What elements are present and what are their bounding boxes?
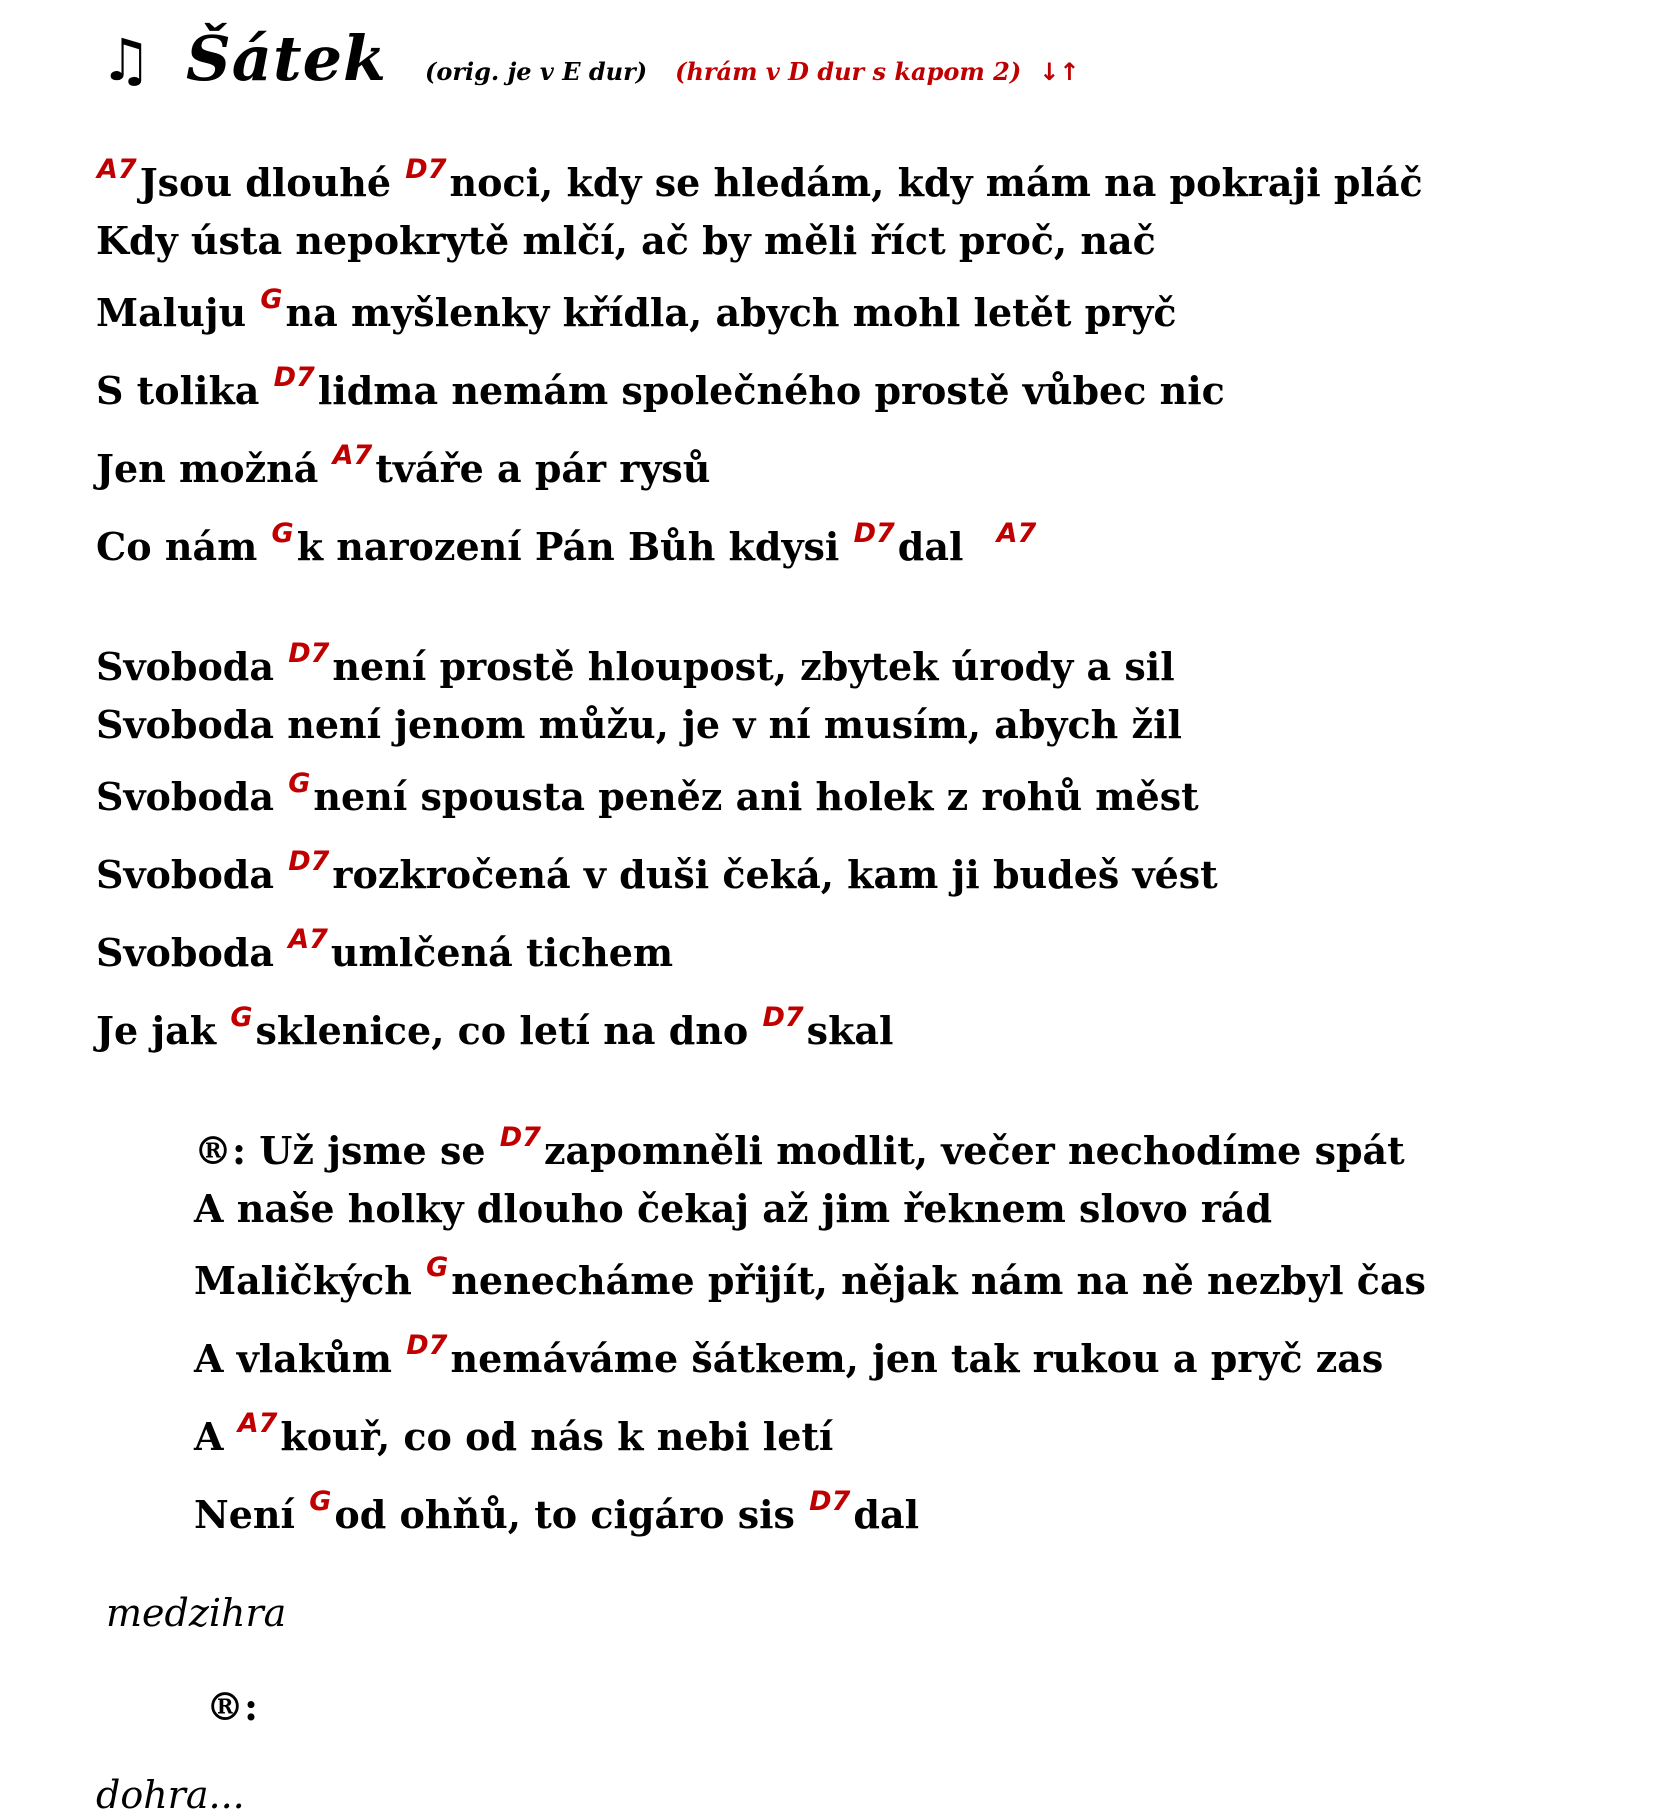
lyric-text: na myšlenky křídla, abych mohl letět pryč: [285, 290, 1177, 335]
lyric-text: není prostě hloupost, zbytek úrody a sil: [332, 644, 1175, 689]
lyric-text: Co nám: [96, 524, 271, 569]
song-header: [100, 22, 1079, 95]
lyric-text: Svoboda: [96, 852, 288, 897]
lyric-text: Maličkých: [194, 1258, 426, 1303]
lyric-text: ®: Už jsme se: [194, 1128, 499, 1173]
chorus-line3: [194, 1252, 1426, 1303]
verse2-line3: [96, 768, 1199, 819]
lyric-text: kouř, co od nás k nebi letí: [280, 1414, 834, 1459]
chorus-line5: [194, 1408, 834, 1459]
chord: A7: [288, 924, 328, 955]
verse1-line3: [96, 284, 1177, 335]
lyric-text: S tolika: [96, 368, 273, 413]
lyric-text: umlčená tichem: [330, 930, 674, 975]
lyric-text: A vlakům: [194, 1336, 406, 1381]
chorus-line2: [194, 1186, 1273, 1231]
lyric-text: nemáváme šátkem, jen tak rukou a pryč zas: [450, 1336, 1384, 1381]
chord: D7: [406, 1330, 448, 1361]
played-key-note: (hrám v D dur s kapom 2): [675, 57, 1022, 86]
chord: A7: [237, 1408, 278, 1439]
chord: G: [260, 284, 283, 315]
chord: D7: [809, 1486, 851, 1517]
chord: A7: [332, 440, 373, 471]
lyric-text: Jen možná: [96, 446, 332, 491]
lyric-text: Kdy ústa nepokrytě mlčí, ač by měli říct proč, nač: [96, 218, 1156, 263]
chorus-line1: [194, 1122, 1405, 1173]
verse2-line6: [96, 1002, 894, 1053]
chord: D7: [405, 154, 447, 185]
chord: D7: [853, 518, 895, 549]
verse1-line1: [96, 154, 1423, 205]
verse1-line2: [96, 218, 1156, 263]
lyric-text: dal: [853, 1492, 920, 1537]
verse2-line4: [96, 846, 1218, 897]
chorus-repeat-mark: ®:: [206, 1684, 259, 1729]
chord: G: [230, 1002, 253, 1033]
lyric-text: není spousta peněz ani holek z rohů měst: [313, 774, 1199, 819]
lyric-text: noci, kdy se hledám, kdy mám na pokraji pláč: [449, 160, 1423, 205]
chord: D7: [499, 1122, 541, 1153]
lyric-text: k narození Pán Bůh kdysi: [296, 524, 853, 569]
outro-label: dohra...: [96, 1773, 245, 1817]
lyric-text: tváře a pár rysů: [375, 446, 711, 491]
lyric-text: Maluju: [96, 290, 260, 335]
chord: D7: [288, 846, 330, 877]
chord: D7: [762, 1002, 804, 1033]
lyric-text: zapomněli modlit, večer nechodíme spát: [543, 1128, 1405, 1173]
verse1-line5: [96, 440, 711, 491]
lyric-text: nenecháme přijít, nějak nám na ně nezbyl čas: [451, 1258, 1426, 1303]
lyric-text: Svoboda: [96, 930, 288, 975]
interlude-label: medzihra: [106, 1591, 287, 1635]
lyric-text: lidma nemám společného prostě vůbec nic: [317, 368, 1225, 413]
song-title: Šátek: [186, 22, 387, 95]
chord: G: [309, 1486, 332, 1517]
verse2-line5: [96, 924, 674, 975]
lyric-text: sklenice, co letí na dno: [255, 1008, 762, 1053]
lyric-text: Je jak: [96, 1008, 230, 1053]
music-note-icon: ♫: [100, 26, 152, 94]
chorus-line6: [194, 1486, 920, 1537]
chorus-line4: [194, 1330, 1384, 1381]
lyric-text: od ohňů, to cigáro sis: [334, 1492, 809, 1537]
verse1-line6: [96, 518, 1039, 569]
transpose-arrows-icon[interactable]: ↓↑: [1039, 58, 1080, 86]
lyric-text: Svoboda: [96, 644, 288, 689]
verse2-line1: [96, 638, 1175, 689]
verse1-line4: [96, 362, 1225, 413]
chord: D7: [288, 638, 330, 669]
lyric-text: Svoboda není jenom můžu, je v ní musím, abych žil: [96, 702, 1182, 747]
original-key-note: (orig. je v E dur): [425, 57, 648, 86]
chord: A7: [97, 154, 137, 185]
chord: D7: [273, 362, 315, 393]
chord: A7: [996, 518, 1037, 549]
lyric-text: A naše holky dlouho čekaj až jim řeknem slovo rád: [194, 1186, 1273, 1231]
chord: G: [288, 768, 311, 799]
lyric-text: Není: [194, 1492, 309, 1537]
lyric-text: dal: [897, 524, 977, 569]
lyric-text: rozkročená v duši čeká, kam ji budeš vést: [332, 852, 1218, 897]
chord: G: [271, 518, 294, 549]
chord: G: [426, 1252, 449, 1283]
lyric-text: Jsou dlouhé: [139, 160, 405, 205]
lyric-text: skal: [806, 1008, 894, 1053]
lyric-text: A: [194, 1414, 237, 1459]
verse2-line2: [96, 702, 1182, 747]
lyric-text: Svoboda: [96, 774, 288, 819]
